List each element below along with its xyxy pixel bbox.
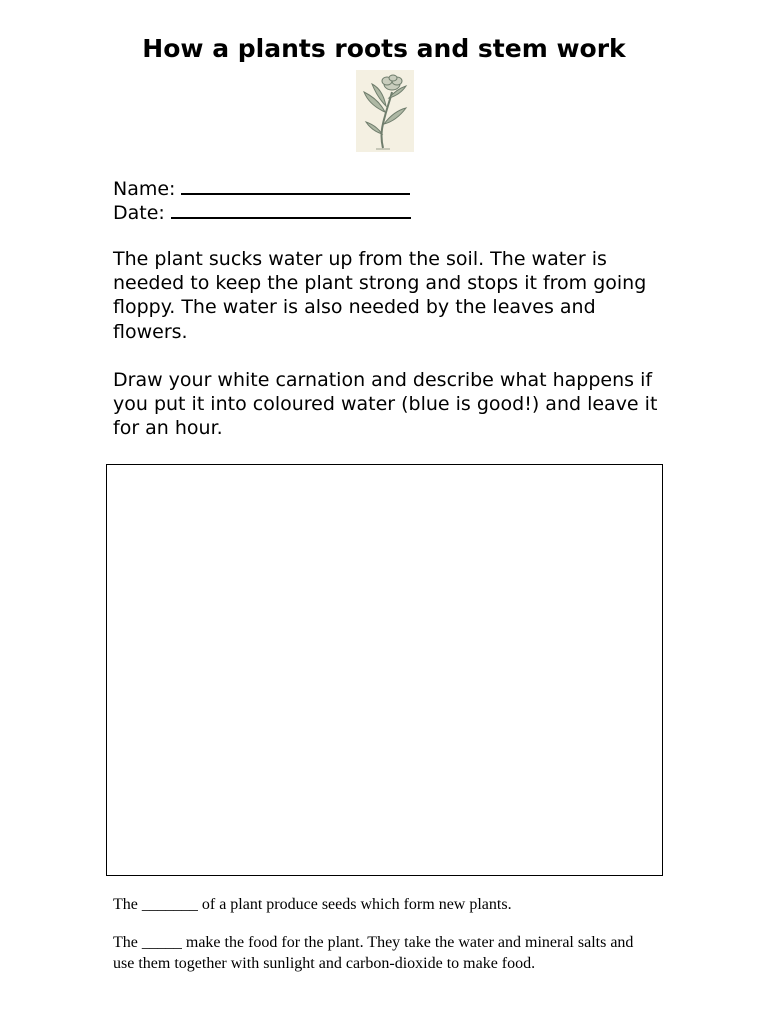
plant-flower-illustration-icon: [356, 70, 414, 152]
name-field: [113, 175, 410, 201]
intro-paragraph: The plant sucks water up from the soil. The water is needed to keep the plant strong and stops it from going floppy. The water is also needed by the leaves and flowers.: [113, 248, 647, 343]
question-1: The _______ of a plant produce seeds which form new plants.: [113, 896, 512, 913]
date-field: [113, 199, 411, 225]
date-label: Date:: [113, 202, 165, 224]
name-label: Name:: [113, 178, 176, 200]
question-2: The _____ make the food for the plant. They take the water and mineral salts and use them together with sunlight and carbon-dioxide to make food.: [113, 934, 634, 972]
instruction-paragraph: Draw your white carnation and describe what happens if you put it into coloured water (blue is good!) and leave it for an hour.: [113, 369, 658, 440]
page-title: How a plants roots and stem work: [142, 34, 626, 63]
drawing-box: [106, 464, 663, 876]
name-blank-line: [181, 175, 410, 195]
date-blank-line: [171, 199, 411, 219]
